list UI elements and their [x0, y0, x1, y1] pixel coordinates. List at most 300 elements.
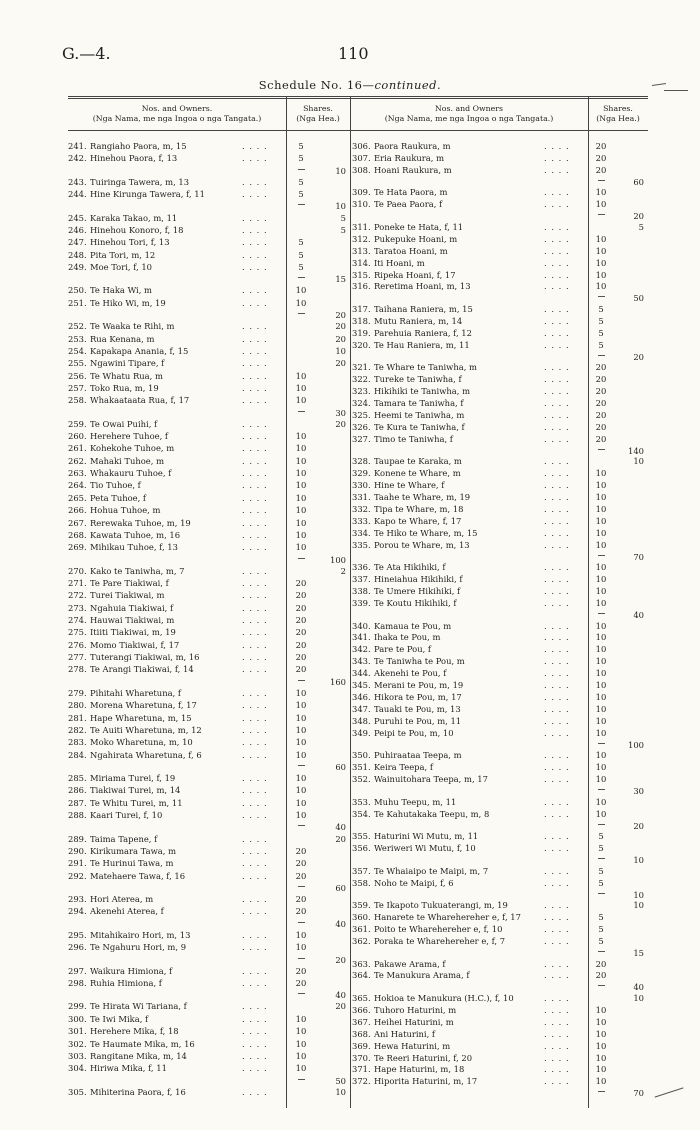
- share-value: 10: [295, 370, 307, 381]
- owner-name: Pukepuke Hoani, m: [374, 233, 458, 244]
- shares-header-left-subtitle: (Nga Hea.): [296, 114, 340, 123]
- leader-dots: . . . .: [242, 333, 268, 344]
- entry-number: 304.: [68, 1063, 87, 1074]
- leader-dots: . . . .: [544, 269, 570, 280]
- subtotal-value: 160: [330, 676, 346, 687]
- leader-dots: . . . .: [544, 656, 570, 667]
- entry-number: 321.: [352, 362, 371, 373]
- share-value: 10: [595, 762, 607, 773]
- entry-number: 334.: [352, 527, 371, 538]
- share-value: 5: [598, 327, 604, 338]
- leader-dots: . . . .: [544, 503, 570, 514]
- share-value: 20: [295, 627, 307, 638]
- owner-name: Parehuia Raniera, f, 12: [374, 327, 472, 338]
- share-total: 20: [335, 1001, 346, 1012]
- leader-dots: . . . .: [242, 929, 268, 940]
- owner-name: Te Kahutakaka Teepu, m, 8: [374, 808, 490, 819]
- owner-name: Morena Wharetuna, f, 17: [90, 700, 197, 711]
- share-value: 10: [295, 785, 307, 796]
- leader-dots: . . . .: [242, 1086, 268, 1097]
- schedule-entry: [68, 969, 648, 981]
- schedule-table: [68, 96, 648, 1108]
- share-value: 10: [295, 773, 307, 784]
- schedule-entry: [68, 877, 648, 889]
- leader-dots: . . . .: [544, 1028, 570, 1039]
- leader-dots: . . . .: [242, 1050, 268, 1061]
- owner-name: Te Whaiaipo te Maipi, m, 7: [374, 865, 489, 876]
- leader-dots: . . . .: [544, 703, 570, 714]
- schedule-entry: [68, 830, 648, 842]
- leader-dots: . . . .: [544, 327, 570, 338]
- entry-number: 355.: [352, 831, 371, 842]
- owner-name: Te Whitu Turei, m, 11: [90, 797, 183, 808]
- schedule-entry: [68, 773, 648, 785]
- subtotal-value: 20: [335, 954, 346, 965]
- leader-dots: . . . .: [242, 712, 268, 723]
- leader-dots: . . . .: [544, 1052, 570, 1063]
- schedule-entry: [68, 433, 648, 445]
- leader-dots: . . . .: [544, 539, 570, 550]
- owners-header-right-title: Nos. and Owners: [434, 104, 504, 113]
- leader-dots: . . . .: [242, 321, 268, 332]
- leader-dots: . . . .: [544, 1004, 570, 1015]
- owners-header-right-subtitle: (Nga Nama, me nga Ingoa o nga Tangata.): [384, 114, 554, 123]
- share-value: 20: [595, 152, 607, 163]
- schedule-entry: [68, 655, 648, 667]
- entry-number: 267.: [68, 517, 87, 528]
- subtotal-value: 140: [628, 445, 644, 456]
- leader-dots: . . . .: [544, 668, 570, 679]
- owner-name: Hiriwa Mika, f, 11: [90, 1063, 167, 1074]
- schedule-entry: [68, 1075, 648, 1087]
- subtotal-value: 40: [335, 918, 346, 929]
- share-value: 5: [598, 924, 604, 935]
- entry-number: 269.: [68, 542, 87, 553]
- owner-name: Te Kura te Taniwha, f: [374, 421, 465, 432]
- owner-name: Mitahikairo Hori, m, 13: [90, 929, 191, 940]
- share-value: 10: [595, 796, 607, 807]
- subtotal-dash: [598, 214, 605, 215]
- share-value: 10: [295, 468, 307, 479]
- share-total: 5: [638, 221, 644, 232]
- leader-dots: . . . .: [242, 615, 268, 626]
- share-value: 20: [295, 664, 307, 675]
- schedule-entry: [68, 221, 648, 233]
- leader-dots: . . . .: [242, 833, 268, 844]
- share-value: 10: [595, 644, 607, 655]
- owner-name: Te Hau Raniera, m, 11: [374, 339, 470, 350]
- subtotal-value: 10: [633, 855, 644, 866]
- owner-name: Tamara te Taniwha, f: [374, 398, 464, 409]
- subtotal-dash: [598, 296, 605, 297]
- entry-number: 288.: [68, 810, 87, 821]
- entry-number: 286.: [68, 785, 87, 796]
- top-rule-2: [68, 98, 648, 99]
- subtotal-dash: [598, 449, 605, 450]
- leader-dots: . . . .: [544, 843, 570, 854]
- schedule-entry: [68, 245, 648, 257]
- margin-pen-mark: [664, 90, 688, 91]
- leader-dots: . . . .: [544, 421, 570, 432]
- leader-dots: . . . .: [544, 993, 570, 1004]
- owners-header-left-subtitle: (Nga Nama, me nga Ingoa o nga Tangata.): [92, 114, 262, 123]
- schedule-entry: [68, 269, 648, 281]
- entry-number: 347.: [352, 703, 371, 714]
- owner-name: Tuterangi Tiakiwai, m, 16: [90, 652, 200, 663]
- owner-name: Poraka te Wharehereher e, f, 7: [374, 935, 506, 946]
- entry-number: 244.: [68, 189, 87, 200]
- leader-dots: . . . .: [242, 1063, 268, 1074]
- share-value: 10: [295, 712, 307, 723]
- share-value: 10: [295, 492, 307, 503]
- entry-number: 266.: [68, 505, 87, 516]
- subtotal-value: 20: [335, 310, 346, 321]
- entry-number: 305.: [68, 1086, 87, 1097]
- entry-number: 285.: [68, 773, 87, 784]
- owner-name: Puruhi te Pou, m, 11: [374, 715, 462, 726]
- leader-dots: . . . .: [242, 189, 268, 200]
- owner-name: Te Haka Wi, m: [90, 285, 152, 296]
- entry-number: 339.: [352, 597, 371, 608]
- share-value: 10: [295, 529, 307, 540]
- share-value: 10: [595, 515, 607, 526]
- owner-name: Hauwai Tiakiwai, m: [90, 615, 175, 626]
- leader-dots: . . . .: [242, 578, 268, 589]
- share-value: 20: [295, 870, 307, 881]
- share-value: 5: [298, 237, 304, 248]
- entry-number: 301.: [68, 1026, 87, 1037]
- leader-dots: . . . .: [544, 527, 570, 538]
- entry-number: 306.: [352, 141, 371, 151]
- schedule-entry: [68, 527, 648, 539]
- entry-number: 302.: [68, 1038, 87, 1049]
- leader-dots: . . . .: [242, 749, 268, 760]
- entry-number: 314.: [352, 257, 371, 268]
- entry-number: 250.: [68, 285, 87, 296]
- subtotal-value: 40: [633, 982, 644, 993]
- schedule-entry: [68, 373, 648, 385]
- owner-name: Pita Tori, m, 12: [90, 249, 156, 260]
- leader-dots: . . . .: [544, 164, 570, 175]
- share-value: 5: [298, 249, 304, 260]
- share-value: 10: [595, 233, 607, 244]
- schedule-entry: [68, 1016, 648, 1028]
- share-value: 10: [295, 455, 307, 466]
- entry-number: 282.: [68, 724, 87, 735]
- owner-name: Turei Tiakiwai, m: [90, 590, 165, 601]
- schedule-entry: [68, 573, 648, 585]
- owner-name: Herehere Tuhoe, f: [90, 431, 168, 442]
- owner-name: Te Ata Hikihiki, f: [374, 562, 446, 573]
- owner-name: Poneke te Hata, f, 11: [374, 221, 464, 232]
- owner-name: Muhu Teepu, m, 11: [374, 796, 457, 807]
- share-value: 10: [595, 750, 607, 761]
- leader-dots: . . . .: [544, 958, 570, 969]
- share-value: 10: [595, 480, 607, 491]
- entry-number: 279.: [68, 687, 87, 698]
- entry-number: 275.: [68, 627, 87, 638]
- entry-number: 249.: [68, 261, 87, 272]
- share-value: 10: [295, 297, 307, 308]
- leader-dots: . . . .: [544, 257, 570, 268]
- entry-number: 310.: [352, 199, 371, 210]
- schedule-entry: [68, 1052, 648, 1064]
- entry-number: 337.: [352, 574, 371, 585]
- owner-name: Tuiringa Tawera, m, 13: [90, 176, 190, 187]
- owner-name: Heemi te Taniwha, m: [374, 409, 465, 420]
- entry-number: 257.: [68, 382, 87, 393]
- share-value: 5: [598, 843, 604, 854]
- leader-dots: . . . .: [242, 724, 268, 735]
- subtotal-value: 100: [330, 554, 346, 565]
- schedule-entry: [68, 631, 648, 643]
- leader-dots: . . . .: [544, 1040, 570, 1051]
- share-value: 10: [595, 245, 607, 256]
- entry-number: 324.: [352, 398, 371, 409]
- margin-pen-mark: [655, 1087, 684, 1097]
- owner-name: Hape Haturini, m, 18: [374, 1064, 465, 1075]
- leader-dots: . . . .: [544, 362, 570, 373]
- share-value: 20: [595, 374, 607, 385]
- owner-name: Akenehi Aterea, f: [90, 906, 164, 917]
- entry-number: 261.: [68, 443, 87, 454]
- share-value: 10: [595, 620, 607, 631]
- entry-number: 349.: [352, 727, 371, 738]
- share-value: 10: [295, 517, 307, 528]
- leader-dots: . . . .: [242, 261, 268, 272]
- owner-name: Kapo te Whare, f, 17: [374, 515, 462, 526]
- share-value: 10: [295, 687, 307, 698]
- share-value: 10: [595, 199, 607, 210]
- entry-number: 329.: [352, 468, 371, 479]
- share-value: 20: [295, 906, 307, 917]
- share-value: 5: [298, 261, 304, 272]
- shares-header-left: [286, 104, 350, 124]
- owner-name: Hokioa te Manukura (H.C.), f, 10: [374, 993, 514, 1004]
- owners-header-left: [68, 104, 286, 124]
- owners-header-right: [350, 104, 588, 124]
- leader-dots: . . . .: [544, 865, 570, 876]
- owner-name: Toko Rua, m, 19: [90, 382, 159, 393]
- leader-dots: . . . .: [242, 370, 268, 381]
- leader-dots: . . . .: [242, 627, 268, 638]
- owner-name: Hanarete te Wharehereher e, f, 17: [374, 912, 521, 923]
- owner-name: Puhiraataa Teepa, m: [374, 750, 462, 761]
- leader-dots: . . . .: [544, 339, 570, 350]
- subtotal-dash: [598, 355, 605, 356]
- owner-name: Taahe te Whare, m, 19: [374, 492, 471, 503]
- share-value: 20: [295, 590, 307, 601]
- owner-name: Hohua Tuhoe, m: [90, 505, 161, 516]
- leader-dots: . . . .: [544, 304, 570, 315]
- share-value: 10: [595, 715, 607, 726]
- owner-name: Iti Hoani, m: [374, 257, 425, 268]
- entry-number: 307.: [352, 152, 371, 163]
- leader-dots: . . . .: [242, 297, 268, 308]
- owner-name: Hine Kirunga Tawera, f, 11: [90, 189, 205, 200]
- leader-dots: . . . .: [544, 374, 570, 385]
- share-value: 5: [298, 141, 304, 151]
- subtotal-value: 60: [335, 882, 346, 893]
- entry-number: 289.: [68, 833, 87, 844]
- share-total: 20: [335, 333, 346, 344]
- owner-name: Te Pare Tiakiwai, f: [90, 578, 169, 589]
- entry-number: 323.: [352, 386, 371, 397]
- leader-dots: . . . .: [242, 652, 268, 663]
- owner-name: Heihei Haturini, m: [374, 1016, 454, 1027]
- entry-number: 246.: [68, 224, 87, 235]
- leader-dots: . . . .: [242, 542, 268, 553]
- entry-number: 295.: [68, 929, 87, 940]
- share-value: 20: [295, 894, 307, 905]
- leader-dots: . . . .: [242, 249, 268, 260]
- owner-name: Keira Teepa, f: [374, 762, 433, 773]
- share-total: 20: [335, 358, 346, 369]
- share-value: 10: [295, 1063, 307, 1074]
- entry-number: 248.: [68, 249, 87, 260]
- entry-number: 312.: [352, 233, 371, 244]
- leader-dots: . . . .: [544, 245, 570, 256]
- leader-dots: . . . .: [544, 808, 570, 819]
- share-value: 10: [595, 668, 607, 679]
- entry-number: 348.: [352, 715, 371, 726]
- leader-dots: . . . .: [242, 845, 268, 856]
- subtotal-value: 40: [633, 609, 644, 620]
- share-total: 10: [335, 345, 346, 356]
- owner-name: Pare te Pou, f: [374, 644, 432, 655]
- entry-number: 265.: [68, 492, 87, 503]
- page-reference: G.—4.: [62, 44, 111, 63]
- schedule-entry: [68, 679, 648, 691]
- owner-name: Taima Tapene, f: [90, 833, 158, 844]
- share-value: 5: [598, 935, 604, 946]
- share-total: 10: [335, 1086, 346, 1097]
- leader-dots: . . . .: [544, 620, 570, 631]
- subtotal-value: 30: [633, 786, 644, 796]
- leader-dots: . . . .: [544, 586, 570, 597]
- entry-number: 333.: [352, 515, 371, 526]
- schedule-entry: [68, 899, 648, 911]
- subtotal-value: 50: [335, 1075, 346, 1086]
- entry-number: 320.: [352, 339, 371, 350]
- subtotal-dash: [598, 180, 605, 181]
- subtotal-dash: [598, 789, 605, 790]
- entry-number: 311.: [352, 221, 371, 232]
- schedule-entry: [68, 992, 648, 1004]
- entry-number: 350.: [352, 750, 371, 761]
- owner-name: Hiporita Haturini, m, 17: [374, 1076, 478, 1087]
- leader-dots: . . . .: [544, 935, 570, 946]
- schedule-entry: [68, 923, 648, 935]
- leader-dots: . . . .: [242, 382, 268, 393]
- entry-number: 318.: [352, 315, 371, 326]
- leader-dots: . . . .: [242, 418, 268, 429]
- schedule-entry: [68, 703, 648, 715]
- share-value: 10: [295, 1050, 307, 1061]
- owner-name: Hori Aterea, m: [90, 894, 154, 905]
- shares-header-right: [588, 104, 648, 124]
- schedule-entry: [68, 561, 648, 573]
- entry-number: 296.: [68, 942, 87, 953]
- leader-dots: . . . .: [242, 565, 268, 576]
- owner-name: Kawata Tuhoe, m, 16: [90, 529, 181, 540]
- leader-dots: . . . .: [242, 431, 268, 442]
- leader-dots: . . . .: [544, 774, 570, 785]
- entry-number: 278.: [68, 664, 87, 675]
- share-value: 20: [595, 398, 607, 409]
- leader-dots: . . . .: [544, 1016, 570, 1027]
- owner-name: Te Hata Paora, m: [374, 187, 448, 198]
- owner-name: Ngahuia Tiakiwai, f: [90, 602, 174, 613]
- entry-number: 271.: [68, 578, 87, 589]
- entry-number: 242.: [68, 153, 87, 164]
- share-value: 10: [295, 285, 307, 296]
- leader-dots: . . . .: [242, 443, 268, 454]
- entry-number: 358.: [352, 877, 371, 888]
- leader-dots: . . . .: [544, 715, 570, 726]
- owner-name: Taupae te Karaka, m: [374, 456, 462, 467]
- owner-name: Ngawini Tipare, f: [90, 358, 165, 369]
- owner-name: Momo Tiakiwai, f, 17: [90, 639, 180, 650]
- subtotal-dash: [598, 951, 605, 952]
- leader-dots: . . . .: [242, 737, 268, 748]
- entry-number: 370.: [352, 1052, 371, 1063]
- owner-name: Te Arangi Tiakiwai, f, 14: [90, 664, 194, 675]
- owner-name: Whakauru Tuhoe, f: [90, 468, 172, 479]
- owner-name: Ihaka te Pou, m: [374, 632, 441, 643]
- subtotal-value: 10: [633, 889, 644, 900]
- leader-dots: . . . .: [544, 831, 570, 842]
- entry-number: 276.: [68, 639, 87, 650]
- leader-dots: . . . .: [242, 141, 268, 151]
- owner-name: Mihikau Tuhoe, f, 13: [90, 542, 178, 553]
- schedule-entry: [68, 280, 648, 292]
- entry-number: 241.: [68, 141, 87, 151]
- subtotal-dash: [598, 1091, 605, 1092]
- schedule-entry: [68, 865, 648, 877]
- entry-number: 283.: [68, 737, 87, 748]
- owner-name: Te Hiko te Whare, m, 15: [374, 527, 478, 538]
- schedule-entry: [68, 749, 648, 761]
- owner-name: Te Koutu Hikihiki, f: [374, 597, 457, 608]
- schedule-entry: [68, 397, 648, 409]
- leader-dots: . . . .: [242, 700, 268, 711]
- subtotal-value: 40: [335, 822, 346, 833]
- share-value: 20: [595, 421, 607, 432]
- share-value: 10: [595, 1040, 607, 1051]
- share-value: 10: [295, 749, 307, 760]
- leader-dots: . . . .: [544, 398, 570, 409]
- leader-dots: . . . .: [544, 562, 570, 573]
- schedule-entry: [68, 620, 648, 632]
- schedule-entry: [68, 467, 648, 479]
- subtotal-dash: [598, 743, 605, 744]
- owner-name: Karaka Takao, m, 11: [90, 212, 178, 223]
- schedule-title-continued: continued.: [374, 78, 442, 92]
- schedule-entry: [68, 327, 648, 339]
- owner-name: Kamaua te Pou, m: [374, 620, 452, 631]
- schedule-entry: [68, 935, 648, 947]
- share-value: 5: [298, 176, 304, 187]
- entry-number: 308.: [352, 164, 371, 175]
- entry-number: 263.: [68, 468, 87, 479]
- share-value: 10: [595, 691, 607, 702]
- leader-dots: . . . .: [544, 680, 570, 691]
- entry-number: 293.: [68, 894, 87, 905]
- subtotal-value: 70: [633, 1088, 644, 1099]
- share-value: 10: [595, 1076, 607, 1087]
- entry-number: 362.: [352, 935, 371, 946]
